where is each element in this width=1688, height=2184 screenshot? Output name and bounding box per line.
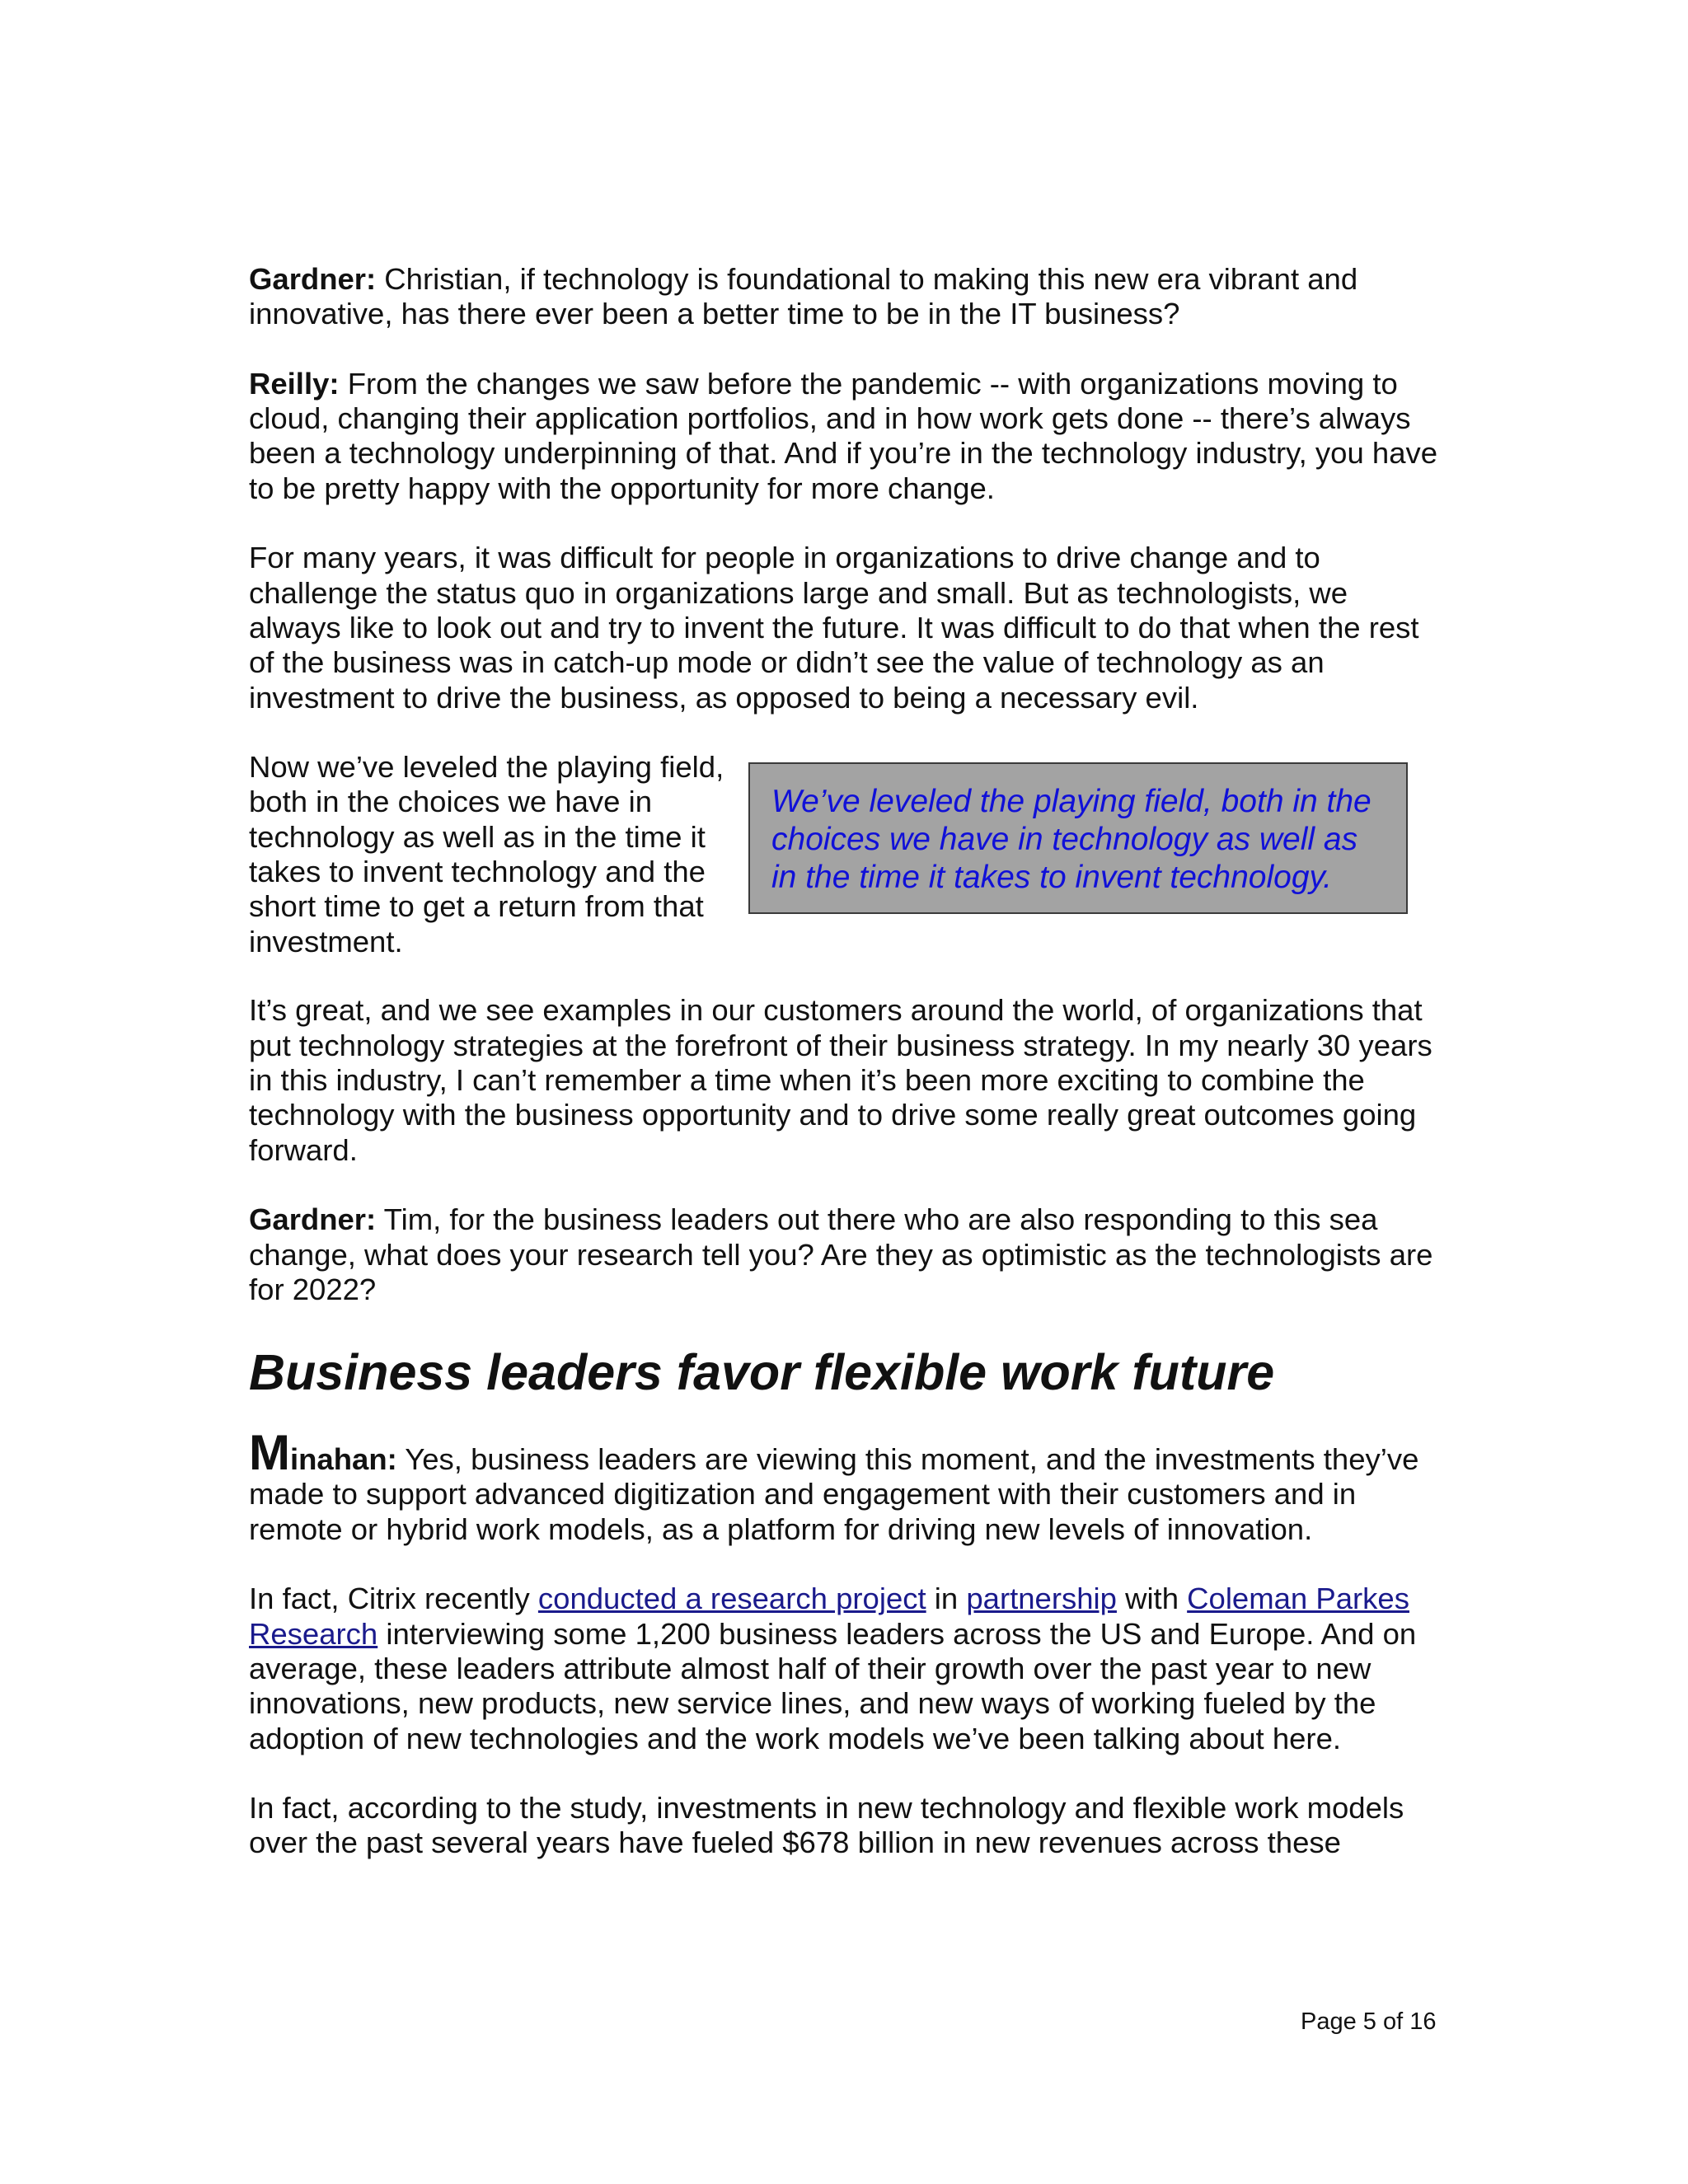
paragraph-text: Christian, if technology is foundational to making this new era vibrant and innovative, has there ever been a better time to be in the IT business?	[249, 262, 1358, 331]
paragraph-body: For many years, it was difficult for people in organizations to drive change and to challenge the status quo in organizations large and small. But as technologists, we always like to look out and try to invent the future. It was difficult to do that when the rest of the business was in catch-up mode or didn’t see the value of technology as an investment to drive the business, as opposed to being a necessary evil.	[249, 541, 1419, 715]
speaker-label: inahan:	[289, 1442, 397, 1477]
paragraph-text: in	[926, 1582, 967, 1616]
drop-cap: M	[249, 1425, 290, 1481]
paragraph-body: In fact, according to the study, investments in new technology and flexible work models over the past several years have fueled $678 billion in new revenues across these	[249, 1791, 1404, 1860]
paragraph-body: Now we’ve leveled the playing field, both in the choices we have in technology as well as in the time it takes to invent technology and the short time to get a return from that investment.	[249, 750, 724, 958]
paragraph-text: In fact, Citrix recently	[249, 1582, 538, 1616]
paragraph-text: Yes, business leaders are viewing this moment, and the investments they’ve made to support advanced digitization and engagement with their customers and in remote or hybrid work models, as a platform for driving new levels of innovation.	[249, 1442, 1419, 1546]
coleman-parkes-link[interactable]: Coleman Parkes Research	[249, 1582, 1409, 1651]
pullquote-box: We’ve leveled the playing field, both in the choices we have in technology as well as in the time it takes to invent technology.	[748, 762, 1408, 914]
paragraph-research	[249, 1582, 1444, 1755]
speaker-label: Gardner:	[249, 1202, 377, 1237]
speaker-label: Reilly:	[249, 366, 340, 401]
pullquote-section	[249, 750, 1444, 958]
research-project-link[interactable]: conducted a research project	[537, 1582, 926, 1616]
paragraph-gardner-question-1	[249, 262, 1444, 332]
speaker-label: Gardner:	[249, 262, 377, 296]
paragraph-gardner-question-2	[249, 1202, 1444, 1307]
paragraph-reilly-answer	[249, 367, 1444, 506]
partnership-link[interactable]: partnership	[966, 1582, 1117, 1616]
paragraph-text: From the changes we saw before the pandemic -- with organizations moving to cloud, changing their application portfolios, and in how work gets done -- there’s always been a technology underpinning of that. And if you’re in the technology industry, you have to be pretty happy with the opportunity for more change.	[249, 366, 1438, 505]
paragraph-text: interviewing some 1,200 business leaders across the US and Europe. And on average, these leaders attribute almost half of their growth over the past year to new innovations, new products, new service lines, and new ways of working fueled by the adoption of new technologies and the work models we’ve been talking about here.	[249, 1616, 1417, 1755]
document-body	[249, 262, 1444, 1896]
paragraph-body: It’s great, and we see examples in our customers around the world, of organizations that put technology strategies at the forefront of their business strategy. In my nearly 30 years in this industry, I can’t remember a time when it’s been more exciting to combine the technology with the business opportunity and to drive some really great outcomes going forward.	[249, 993, 1432, 1167]
paragraph-text: with	[1116, 1582, 1188, 1616]
paragraph-text: Tim, for the business leaders out there who are also responding to this sea change, what does your research tell you? Are they as optimistic as the technologists are for 2022?	[249, 1202, 1433, 1306]
page-number: Page 5 of 16	[1301, 2008, 1437, 2035]
paragraph-minahan-answer	[249, 1425, 1444, 1547]
section-heading: Business leaders favor flexible work future	[249, 1344, 1275, 1401]
